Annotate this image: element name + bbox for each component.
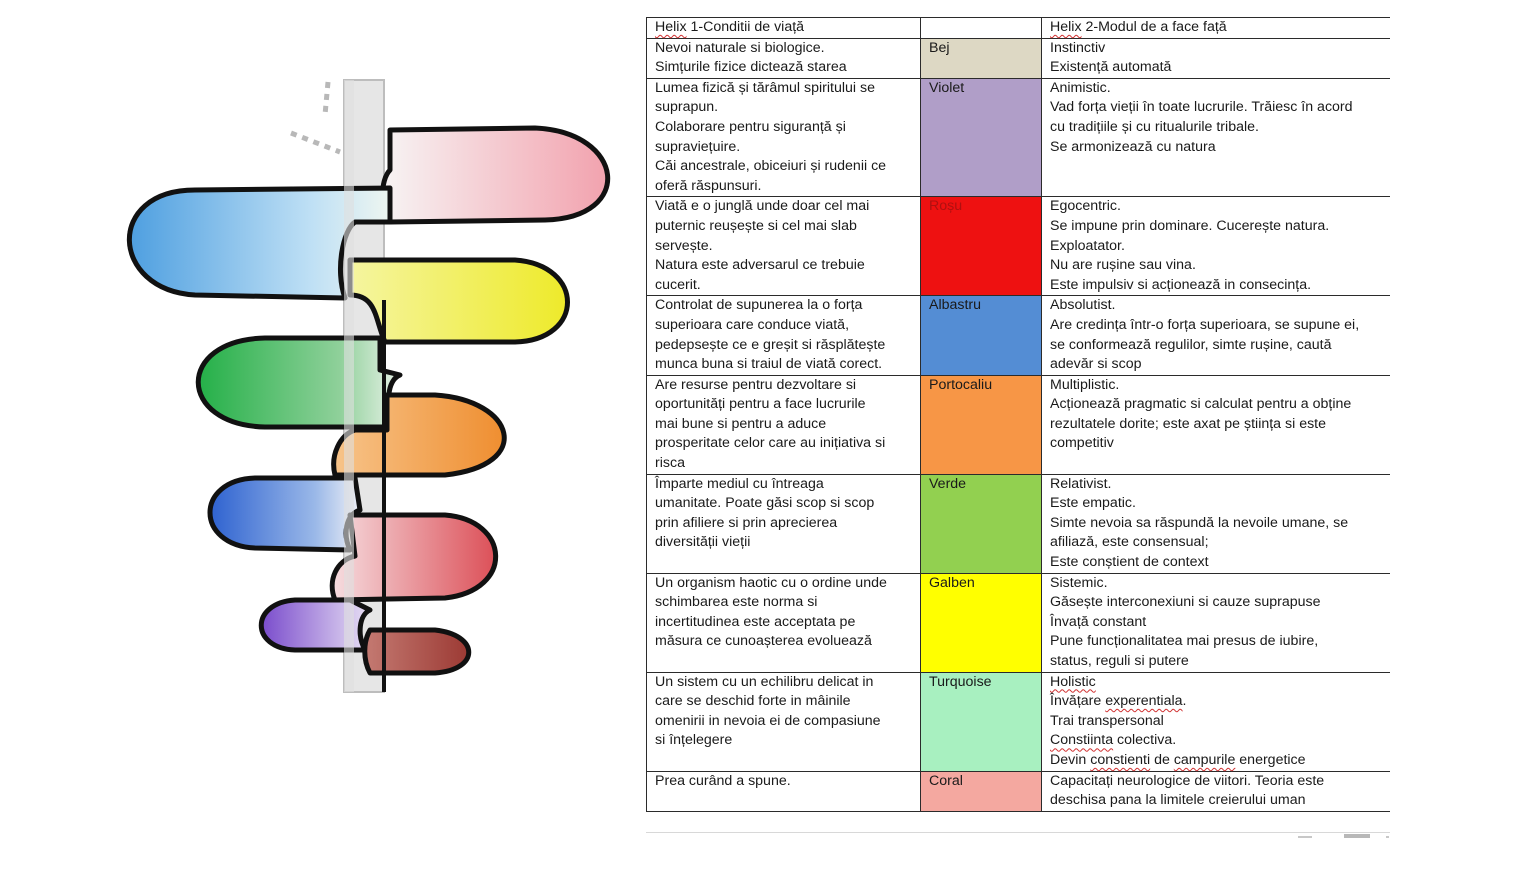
coping-line: Învățare experentiala. [1050, 693, 1187, 710]
condition-line: Controlat de supunerea la o forța [655, 297, 863, 314]
coping-mode-cell [1042, 672, 1391, 771]
coping-line: cu tradițiile și cu ritualurile tribale. [1050, 118, 1259, 135]
color-name: Verde [929, 475, 967, 492]
color-swatch-cell [921, 296, 1042, 375]
condition-line: superioara care conduce viată, [655, 316, 850, 333]
condition-line: prin afiliere si prin aprecierea [655, 514, 838, 531]
condition-line: incertitudinea este acceptata pe [655, 613, 856, 630]
band-brown [365, 630, 469, 673]
coping-line: afiliază, este consensual; [1050, 534, 1209, 551]
coping-line: Relativist. [1050, 475, 1112, 492]
condition-line: umanitate. Poate găsi scop si scop [655, 495, 875, 512]
coping-mode-cell [1042, 474, 1391, 573]
color-swatch-cell [921, 672, 1042, 771]
color-swatch-cell [921, 573, 1042, 672]
coping-mode-cell [1042, 771, 1391, 811]
condition-line: mai bune si pentru a aduce [655, 415, 827, 432]
coping-line: Constiinta colectiva. [1050, 732, 1177, 749]
coping-line: rezultatele dorite; este axat pe știința si este [1050, 415, 1327, 432]
table-row [647, 296, 1391, 375]
pole-front [344, 80, 354, 692]
band-green [198, 338, 400, 427]
table-header-row [647, 18, 1391, 39]
coping-line: se conformează regulilor, simte rușine, caută [1050, 336, 1332, 353]
color-name: Coral [929, 772, 963, 789]
coping-mode-cell [1042, 38, 1391, 78]
condition-line: munca buna si traiul de viată corect. [655, 356, 883, 373]
color-swatch-cell [921, 38, 1042, 78]
condition-cell [647, 672, 921, 771]
coping-line: Existență automată [1050, 59, 1172, 76]
spiral-dynamics-table-container [646, 17, 1390, 812]
condition-line: Lumea fizică și tărâmul spiritului se [655, 79, 875, 96]
condition-line: pedepsește ce e greșit si răsplătește [655, 336, 886, 353]
condition-line: diversității vieții [655, 534, 751, 551]
coping-line: Acționează pragmatic si calculat pentru a obține [1050, 396, 1352, 413]
coping-line: Se armonizează cu natura [1050, 138, 1216, 155]
coping-line: Nu are rușine sau vina. [1050, 257, 1196, 274]
condition-line: suprapun. [655, 99, 719, 116]
color-swatch-cell [921, 375, 1042, 474]
coping-line: Animistic. [1050, 79, 1111, 96]
table-row [647, 197, 1391, 296]
spiral-dynamics-illustration [115, 70, 635, 710]
coping-line: Multiplistic. [1050, 376, 1120, 393]
condition-cell [647, 474, 921, 573]
condition-line: schimbarea este norma si [655, 594, 818, 611]
helix-bands [129, 128, 607, 673]
color-name: Turquoise [929, 673, 992, 690]
condition-cell [647, 38, 921, 78]
coping-line: competitiv [1050, 435, 1114, 452]
header-col1-text: Helix 1-Conditii de viață [655, 19, 805, 35]
condition-line: omenirii in nevoia ei de compasiune [655, 712, 881, 729]
coping-line: Pune funcționalitatea mai presus de iubire, [1050, 633, 1319, 650]
table-row [647, 573, 1391, 672]
color-swatch-cell [921, 78, 1042, 197]
condition-line: Natura este adversarul ce trebuie [655, 257, 865, 274]
condition-cell [647, 375, 921, 474]
coping-line: Este empatic. [1050, 495, 1136, 512]
condition-line: oportunități pentru a face lucrurile [655, 396, 866, 413]
condition-line: oferă răspunsuri. [655, 177, 762, 194]
table-row [647, 672, 1391, 771]
condition-line: Simțurile fizice dictează starea [655, 59, 847, 76]
coping-line: Capacitați neurologice de viitori. Teoria este [1050, 772, 1325, 789]
condition-line: Viată e o junglă unde doar cel mai [655, 198, 870, 215]
coping-line: Exploatator. [1050, 237, 1125, 254]
header-col3 [1042, 18, 1391, 39]
condition-line: risca [655, 455, 685, 472]
coping-mode-cell [1042, 296, 1391, 375]
condition-cell [647, 573, 921, 672]
coping-line: Învață constant [1050, 613, 1147, 630]
condition-line: cucerit. [655, 276, 701, 293]
condition-line: măsura ce cunoașterea evoluează [655, 633, 872, 650]
table-row [647, 474, 1391, 573]
coping-line: Este conștient de context [1050, 554, 1209, 571]
condition-line: servește. [655, 237, 713, 254]
coping-line: Egocentric. [1050, 198, 1121, 215]
condition-line: si înțelegere [655, 732, 733, 749]
condition-line: Are resurse pentru dezvoltare si [655, 376, 857, 393]
condition-line: Prea curând a spune. [655, 772, 791, 789]
condition-line: care se deschid forte in mâinile [655, 693, 851, 710]
condition-line: puternic reușește si cel mai slab [655, 217, 857, 234]
color-name: Albastru [929, 297, 982, 314]
condition-line: Împarte mediul cu întreaga [655, 475, 824, 492]
coping-mode-cell [1042, 197, 1391, 296]
coping-line: Devin constienti de campurile energetice [1050, 751, 1306, 768]
coping-line: Are credința într-o forța superioara, se supune ei, [1050, 316, 1360, 333]
condition-line: Un organism haotic cu o ordine unde [655, 574, 887, 591]
header-col1 [647, 18, 921, 39]
status-bar-marks [1298, 834, 1390, 840]
coping-line: Este impulsiv si acționează in consecința. [1050, 276, 1312, 293]
condition-cell [647, 771, 921, 811]
color-swatch-cell [921, 474, 1042, 573]
coping-mode-cell [1042, 573, 1391, 672]
coping-line: Absolutist. [1050, 297, 1116, 314]
coping-line: Holistic [1050, 673, 1096, 690]
coping-line: Se impune prin dominare. Cucerește natura. [1050, 217, 1330, 234]
color-name: Portocaliu [929, 376, 993, 393]
condition-cell [647, 197, 921, 296]
dashed-guides [291, 82, 340, 152]
condition-line: Nevoi naturale si biologice. [655, 39, 825, 56]
coping-line: Trai transpersonal [1050, 712, 1164, 729]
coping-mode-cell [1042, 375, 1391, 474]
coping-line: Instinctiv [1050, 39, 1106, 56]
coping-line: adevăr si scop [1050, 356, 1142, 373]
coping-line: Vad forța vieții în toate lucrurile. Trăiesc în acord [1050, 99, 1353, 116]
table-row [647, 771, 1391, 811]
color-swatch-cell [921, 771, 1042, 811]
color-name: Bej [929, 39, 950, 56]
coping-line: Găsește interconexiuni si cauze suprapuse [1050, 594, 1321, 611]
table-row [647, 375, 1391, 474]
condition-cell [647, 78, 921, 197]
color-name: Violet [929, 79, 965, 96]
color-name: Galben [929, 574, 975, 591]
coping-line: Sistemic. [1050, 574, 1108, 591]
coping-line: status, reguli si putere [1050, 653, 1189, 669]
color-swatch-cell [921, 197, 1042, 296]
band-pink [383, 128, 608, 222]
condition-line: Căi ancestrale, obiceiuri și rudenii ce [655, 158, 887, 175]
condition-line: Un sistem cu un echilibru delicat in [655, 673, 874, 690]
condition-line: supraviețuire. [655, 138, 741, 155]
header-col3-text: Helix 2-Modul de a face față [1050, 19, 1227, 35]
header-col2 [921, 18, 1042, 39]
table-row [647, 38, 1391, 78]
condition-line: prosperitate celor care au inițiativa si [655, 435, 886, 452]
table-row [647, 78, 1391, 197]
color-name: Roșu [929, 198, 963, 215]
coping-line: Simte nevoia sa răspundă la nevoile umane, se [1050, 514, 1349, 531]
coping-line: deschisa pana la limitele creierului uman [1050, 792, 1306, 809]
spiral-dynamics-table [646, 17, 1390, 812]
condition-cell [647, 296, 921, 375]
band-dblue [210, 478, 360, 550]
condition-line: Colaborare pentru siguranță și [655, 118, 846, 135]
page-bottom-rule [646, 832, 1390, 833]
coping-mode-cell [1042, 78, 1391, 197]
band-red [332, 515, 495, 600]
